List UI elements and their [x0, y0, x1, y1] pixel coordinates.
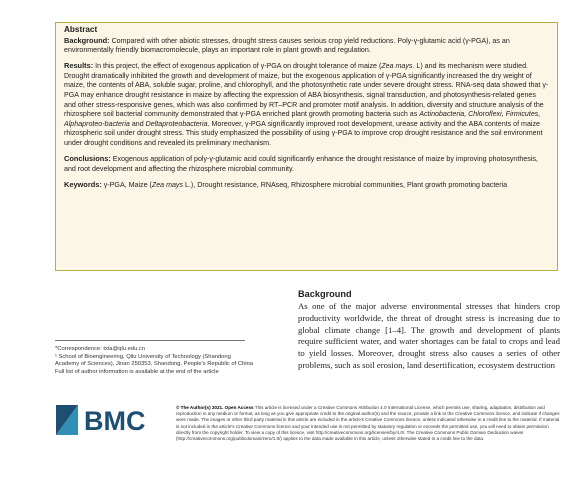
results-text-1: In this project, the effect of exogenous application of γ-PGA on drought tolerance of maize (: [95, 62, 382, 71]
results-italic-1: Zea mays.: [381, 62, 415, 71]
abstract-keywords: [64, 180, 549, 191]
background-heading: Background: [298, 289, 352, 299]
abstract-conclusions: [64, 154, 549, 174]
background-text: Compared with other abiotic stresses, drought stress causes serious crop yield reductions. Poly-γ-glutamic acid (γ-PGA), as an environmentally friendly biomacromolecule, plays an important role in plant growth and regulation.: [64, 36, 510, 55]
keywords-text-1: γ-PGA, Maize (: [103, 180, 152, 189]
abstract-background: [64, 36, 549, 56]
license-footer: [176, 405, 562, 442]
abstract-title: Abstract: [64, 25, 98, 34]
results-text-4: . Moreover, γ-PGA significantly improved root development, urease activity and the ABA contents of maize rhizospheric soil under drought stress. This study emphasized the possibility of using γ-PGA to improve crop drought resistance and the soil environment under drought conditions and revealed its preliminary mechanism.: [64, 119, 543, 148]
conclusions-text: Exogenous application of poly-γ-glutamic acid could significantly enhance the drought resistance of maize by improving photosynthesis, and root development and affecting the rhizosphere microbial community.: [64, 155, 538, 173]
results-italic-2: Actinobacteria, Chloroflexi, Firmicutes, Alphaproteo-bacteria: [64, 110, 541, 128]
license-text: This article is licensed under a Creative Commons Attribution 4.0 International License, which permits use, sharing, adaptation, distribution and reproduction in any medium or format, as long as you give appropriate credit to the original author(s) and the source, provide a link to the Creative Commons licence, and indicate if changes were made. The images or other third party material in this article are included in the article's Creative Commons licence, unless indicated otherwise in a credit line to the material. If material is not included in the article's Creative Commons licence and your intended use is not permitted by statutory regulation or exceeds the permitted use, you will need to obtain permission directly from the copyright holder. To view a copy of this licence, visit http://creativecommons.org/licenses/by/4.0/. The Creative Commons Public Domain Dedication waiver (http://creativecommons.org/publicdomain/zero/1.0/) applies to the data made available in this article, unless otherwise stated in a credit line to the data.: [176, 405, 560, 442]
keywords-text-2: L.), Drought resistance, RNAseq, Rhizosphere microbial communities, Plant growth promoting bacteria: [183, 180, 508, 189]
results-text-2: L) and its mechanism were studied. Drought dramatically inhibited the growth and development of maize, but the exogenous application of γ-PGA significantly increased the dry weight of maize, the contents of ABA, soluble sugar, proline, and chlorophyll, and the photosynthetic rate under severe drought stress. RNA-seq data showed that γ-PGA may enhance drought resistance in maize by affecting the expression of ABA biosynthesis, signal transduction, and photosynthesis-related genes and other stress-responsive genes, which was also confirmed by RT–PCR and promoter motif analysis. In addition, diversity and structure analysis of the rhizosphere soil bacterial community demonstrated that γ-PGA enriched plant growth promoting bacteria such as: [64, 62, 549, 119]
results-label: Results:: [64, 61, 94, 71]
conclusions-label: Conclusions:: [64, 154, 111, 164]
results-text-3: and: [129, 119, 146, 128]
results-italic-3: Deltaproteobacteria: [145, 119, 208, 128]
bmc-logo: [56, 405, 164, 435]
background-section: [298, 289, 560, 372]
keywords-label: Keywords:: [64, 179, 102, 189]
correspondence-block: [55, 346, 255, 376]
background-body: As one of the major adverse environmental stresses that hinders crop productivity worldwide, the threat of drought stress is increasing due to global climate change [1–4]. The growth and development of plants require sufficient water, and water shortages can be fatal to crops and lead to yield losses. Moreover, drought stress also causes a series of other problems, such as soil erosion, land desertification, ecosystem destruction: [298, 301, 560, 370]
keywords-italic: Zea mays: [151, 180, 184, 189]
affiliation: ¹ School of Bioengineering, Qilu University of Technology (Shandong Academy of Sciences), Jinan 250353, Shandong, People's Republic of China: [55, 353, 254, 368]
correspondence-email[interactable]: *Correspondence: txia@qlu.edu.cn: [55, 346, 145, 352]
correspondence-rule: [55, 340, 245, 341]
abstract-box: [55, 22, 558, 271]
license-bold: © The Author(s) 2021. Open Access: [176, 405, 254, 410]
background-label: Background:: [64, 35, 110, 45]
bmc-logo-text: BMC: [84, 406, 146, 435]
author-info-note: Full list of author information is available at the end of the article: [55, 368, 219, 375]
abstract-results: [64, 61, 549, 148]
